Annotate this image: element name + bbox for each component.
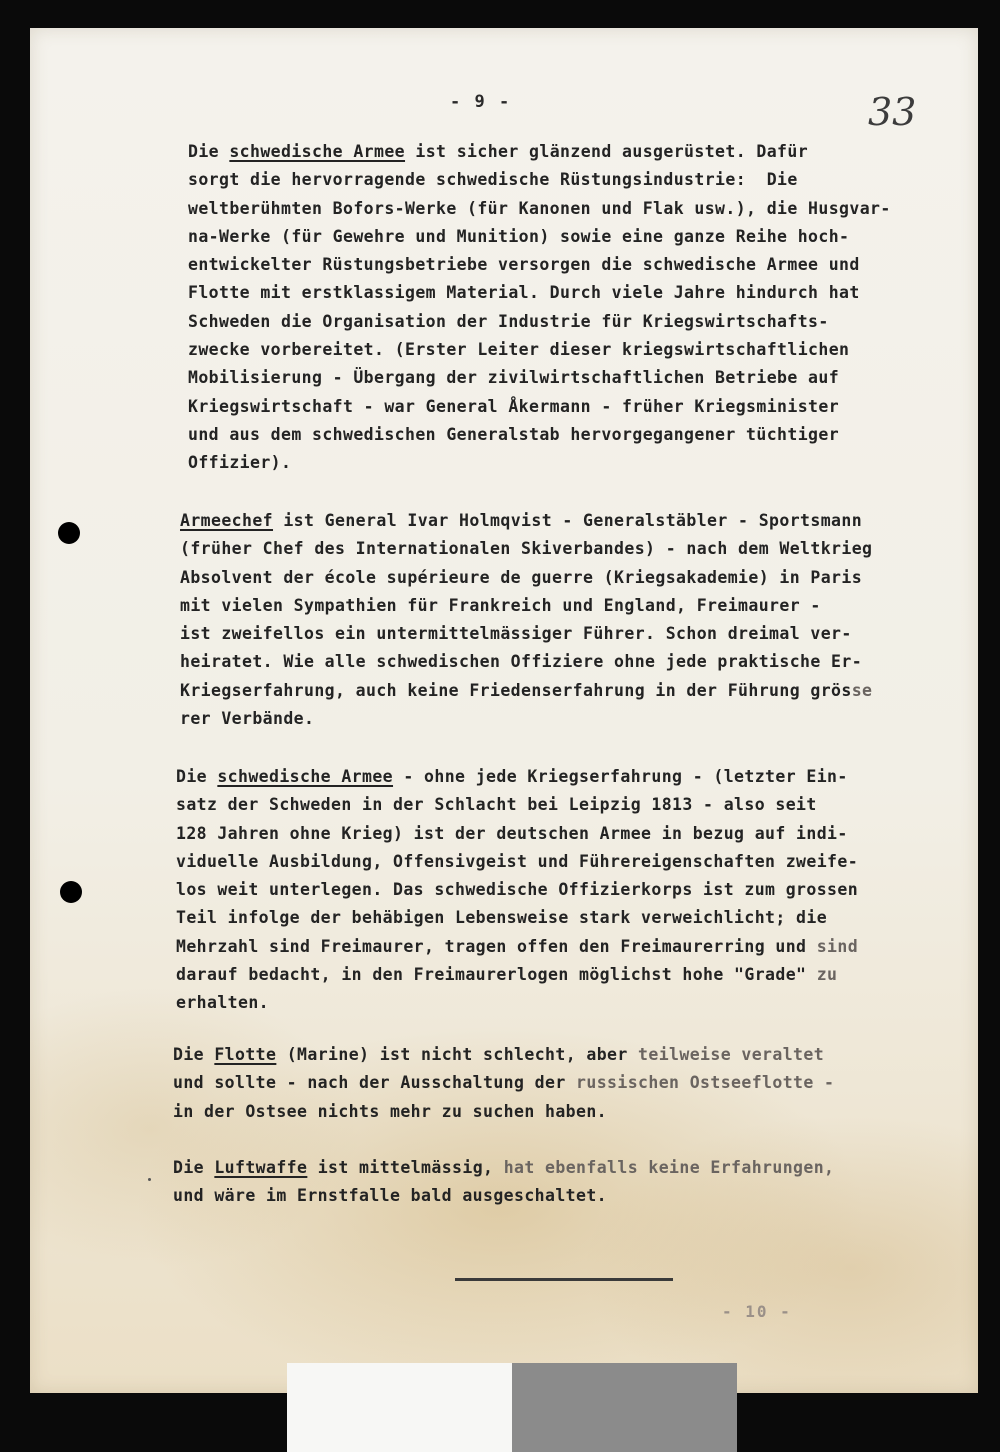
- text-run: darauf bedacht, in den Freimaurerlogen möglichst hohe "Grade": [176, 965, 817, 985]
- underlined-term: schwedische Armee: [229, 142, 406, 161]
- text-line: [180, 564, 872, 592]
- text-run: zu: [816, 965, 838, 985]
- text-line: [188, 421, 891, 449]
- text-run: ist zweifellos ein untermittelmässiger Führer. Schon dreimal ver-: [180, 624, 852, 644]
- text-line: [180, 507, 872, 535]
- text-line: [176, 820, 858, 848]
- gray-reference-card: [512, 1363, 737, 1452]
- text-run: und sollte - nach der Ausschaltung der: [173, 1073, 577, 1093]
- text-run: und aus dem schwedischen Generalstab hervorgegangener tüchtiger: [188, 424, 840, 444]
- text-run: Schweden die Organisation der Industrie für Kriegswirtschafts-: [188, 311, 829, 331]
- paragraph-army-chief: [180, 507, 872, 733]
- text-run: weltberühmten Bofors-Werke (für Kanonen und Flak usw.), die Husgvar-: [188, 198, 891, 218]
- text-run: zwecke vorbereitet. (Erster Leiter dieser kriegswirtschaftlichen: [188, 340, 850, 360]
- text-run: Die: [173, 1158, 215, 1177]
- text-run: ist sicher glänzend ausgerüstet. Dafür: [405, 142, 809, 161]
- text-run: sind: [816, 936, 859, 956]
- paragraph-army-experience: [176, 763, 858, 1018]
- text-run: los weit unterlegen. Das schwedische Offizierkorps ist zum grossen: [176, 880, 859, 900]
- text-line: [180, 535, 872, 563]
- text-line: [180, 705, 872, 733]
- text-line: [188, 279, 891, 307]
- text-line: [188, 308, 891, 336]
- text-run: entwickelter Rüstungsbetriebe versorgen die schwedische Armee und: [188, 255, 860, 275]
- text-run: rer Verbände.: [180, 709, 315, 729]
- text-run: Mobilisierung - Übergang der zivilwirtschaftlichen Betriebe auf: [188, 368, 840, 388]
- text-run: teilweise veraltet: [638, 1045, 825, 1064]
- text-run: se: [851, 680, 873, 700]
- text-run: ist mittelmässig,: [307, 1158, 504, 1177]
- text-line: [173, 1069, 834, 1097]
- text-line: [188, 223, 891, 251]
- text-run: Die: [176, 767, 218, 786]
- white-reference-card: [287, 1363, 512, 1452]
- text-run: mit vielen Sympathien für Frankreich und England, Freimaurer -: [180, 595, 821, 615]
- page-number: - 9 -: [450, 92, 512, 112]
- text-line: [176, 848, 858, 876]
- text-line: [188, 251, 891, 279]
- text-run: Offizier).: [188, 453, 292, 473]
- paragraph-navy: [173, 1041, 834, 1126]
- text-line: [188, 195, 891, 223]
- text-run: Teil infolge der behäbigen Lebensweise stark verweichlicht; die: [176, 908, 828, 928]
- text-run: - ohne jede Kriegserfahrung - (letzter Ein-: [393, 767, 848, 786]
- underlined-term: Luftwaffe: [214, 1158, 308, 1177]
- text-run: in der Ostsee nichts mehr zu suchen haben.: [173, 1101, 608, 1121]
- text-line: [173, 1182, 834, 1210]
- paragraph-air-force: [173, 1154, 834, 1211]
- text-line: [173, 1154, 834, 1182]
- text-run: erhalten.: [176, 993, 270, 1013]
- text-line: [188, 166, 891, 194]
- text-line: [173, 1098, 834, 1126]
- text-line: [176, 904, 858, 932]
- text-run: sorgt die hervorragende schwedische Rüstungsindustrie: Die: [188, 170, 798, 190]
- handwritten-page-number: 33: [868, 90, 917, 134]
- text-line: [188, 393, 891, 421]
- text-run: hat ebenfalls keine Erfahrungen,: [503, 1158, 835, 1177]
- next-page-marker: - 10 -: [722, 1302, 792, 1321]
- closing-rule: [455, 1278, 673, 1281]
- text-run: Die: [173, 1045, 215, 1064]
- text-run: heiratet. Wie alle schwedischen Offiziere ohne jede praktische Er-: [180, 652, 863, 672]
- text-line: [176, 961, 858, 989]
- text-run: viduelle Ausbildung, Offensivgeist und Führereigenschaften zweife-: [176, 851, 859, 871]
- text-line: [188, 138, 891, 166]
- text-run: russischen Ostseeflotte -: [576, 1073, 835, 1093]
- text-line: [176, 933, 858, 961]
- text-run: Absolvent der école supérieure de guerre (Kriegsakademie) in Paris: [180, 567, 863, 587]
- text-run: (früher Chef des Internationalen Skiverbandes) - nach dem Weltkrieg: [180, 539, 873, 559]
- text-run: satz der Schweden in der Schlacht bei Leipzig 1813 - also seit: [176, 795, 817, 815]
- underlined-term: schwedische Armee: [217, 767, 394, 786]
- text-run: Kriegswirtschaft - war General Åkermann - früher Kriegsminister: [188, 396, 840, 416]
- text-run: Die: [188, 142, 230, 161]
- punch-hole: [58, 522, 80, 544]
- text-run: ist General Ivar Holmqvist - Generalstäbler - Sportsmann: [273, 511, 863, 530]
- text-line: [180, 648, 872, 676]
- text-line: [180, 592, 872, 620]
- text-line: [188, 364, 891, 392]
- text-line: [176, 989, 858, 1017]
- text-run: Mehrzahl sind Freimaurer, tragen offen den Freimaurerring und: [176, 936, 817, 956]
- punch-hole: [60, 881, 82, 903]
- text-run: Kriegserfahrung, auch keine Friedenserfahrung in der Führung grös: [180, 680, 852, 700]
- text-run: 128 Jahren ohne Krieg) ist der deutschen Armee in bezug auf indi-: [176, 823, 848, 843]
- text-line: [188, 449, 891, 477]
- text-run: und wäre im Ernstfalle bald ausgeschaltet.: [173, 1186, 608, 1206]
- text-line: [188, 336, 891, 364]
- document-page: [30, 28, 978, 1393]
- text-line: [173, 1041, 834, 1069]
- text-run: na-Werke (für Gewehre und Munition) sowie eine ganze Reihe hoch-: [188, 226, 850, 246]
- underlined-term: Armeechef: [180, 511, 274, 530]
- text-line: [180, 677, 872, 705]
- text-line: [176, 791, 858, 819]
- text-run: Flotte mit erstklassigem Material. Durch viele Jahre hindurch hat: [188, 283, 860, 303]
- paper-speck: [148, 1178, 151, 1181]
- underlined-term: Flotte: [214, 1045, 277, 1064]
- text-run: (Marine) ist nicht schlecht, aber: [276, 1045, 639, 1064]
- paragraph-equipment: [188, 138, 891, 478]
- text-line: [180, 620, 872, 648]
- text-line: [176, 876, 858, 904]
- text-line: [176, 763, 858, 791]
